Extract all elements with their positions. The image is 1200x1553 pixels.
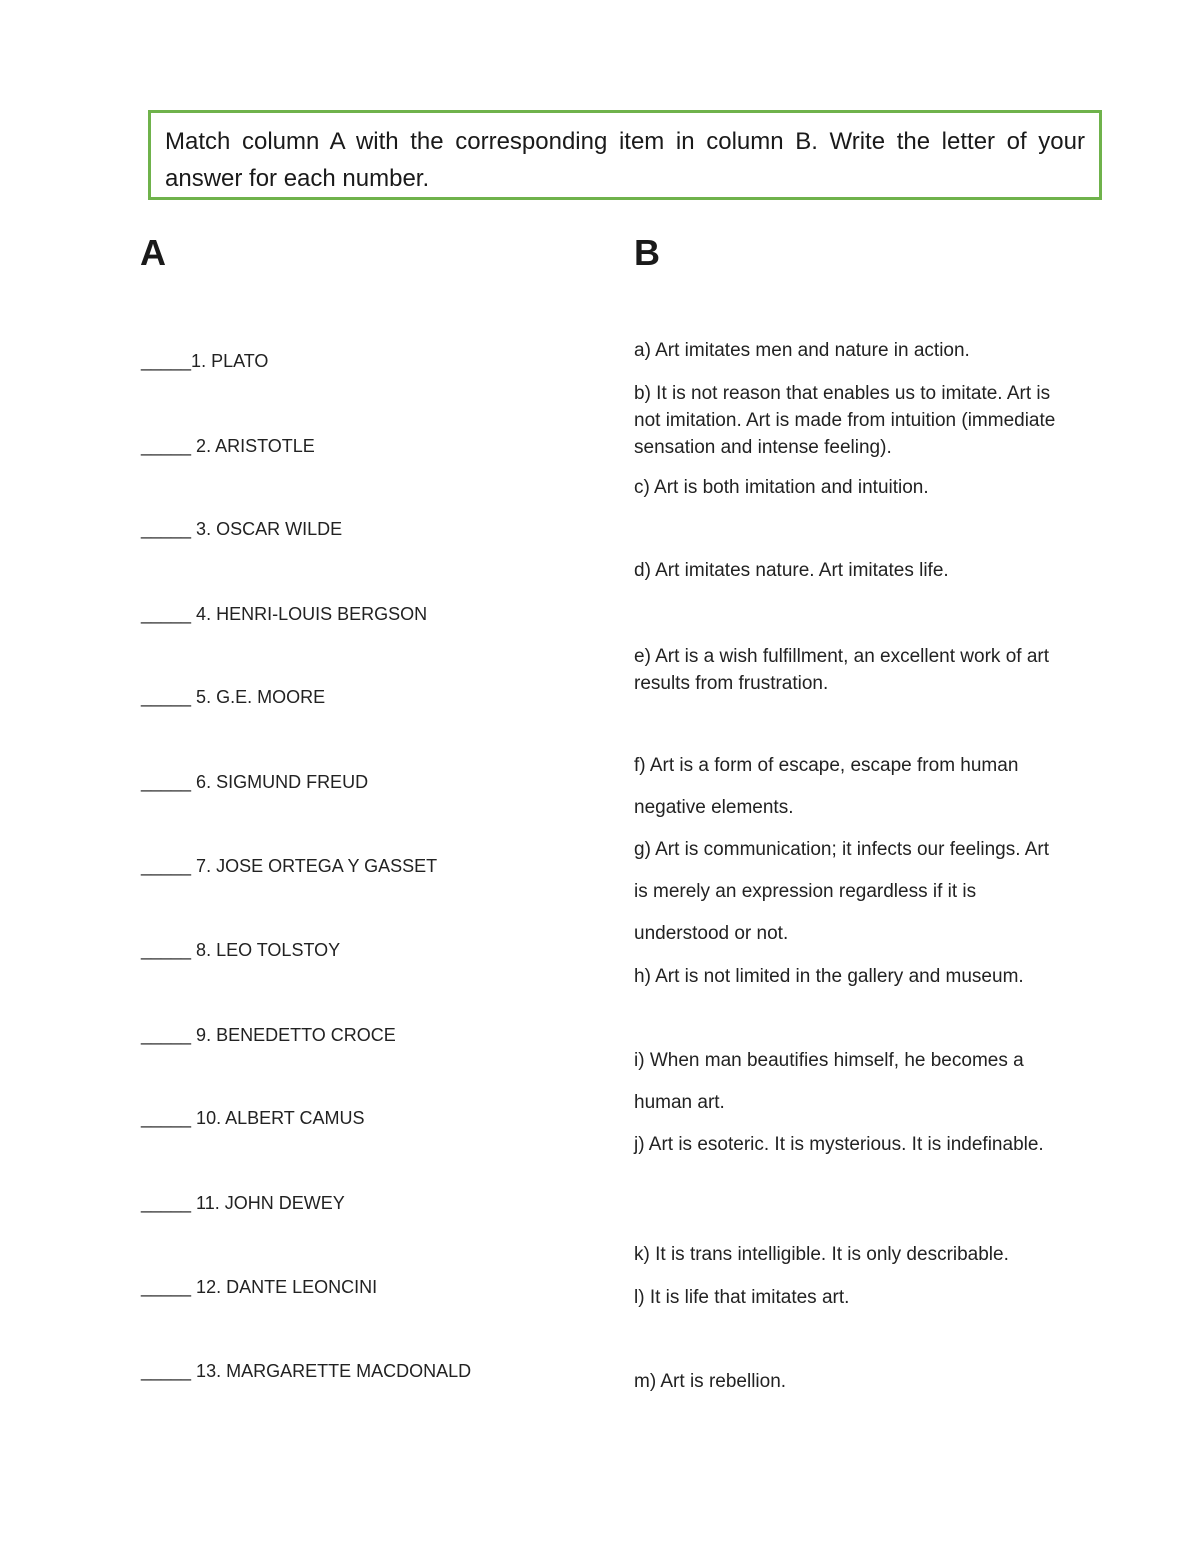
- column-a-item-10: _____ 10. ALBERT CAMUS: [141, 1108, 365, 1128]
- column-b-item-g: g) Art is communication; it infects our feelings. Art is merely an expression regardless if it is understood or not.: [634, 839, 1050, 944]
- column-b-item-f: f) Art is a form of escape, escape from human negative elements.: [634, 755, 1019, 818]
- column-b-item-a: a) Art imitates men and nature in action.: [634, 340, 970, 361]
- column-b-item-i: i) When man beautifies himself, he becomes a human art.: [634, 1050, 1024, 1113]
- column-a-item-8: _____ 8. LEO TOLSTOY: [141, 940, 341, 960]
- column-b-item-b: b) It is not reason that enables us to imitate. Art is not imitation. Art is made from intuition (immediate sensation and intense feeling).: [634, 383, 1056, 458]
- column-b-item-d: d) Art imitates nature. Art imitates life.: [634, 560, 949, 581]
- instructions-box: Match column A with the corresponding item in column B. Write the letter of your answer for each number.: [148, 110, 1102, 200]
- column-a-item-4: _____ 4. HENRI-LOUIS BERGSON: [141, 604, 428, 624]
- column-b-item-j: j) Art is esoteric. It is mysterious. It is indefinable.: [634, 1134, 1044, 1155]
- column-b-item-e: e) Art is a wish fulfillment, an excellent work of art results from frustration.: [634, 646, 1049, 694]
- column-b-item-h: h) Art is not limited in the gallery and museum.: [634, 966, 1024, 987]
- column-a-item-5: _____ 5. G.E. MOORE: [141, 687, 326, 707]
- column-b-item-m: m) Art is rebellion.: [634, 1371, 787, 1392]
- column-a-item-7: _____ 7. JOSE ORTEGA Y GASSET: [141, 856, 438, 876]
- column-a-item-11: _____ 11. JOHN DEWEY: [141, 1193, 345, 1213]
- column-a-item-6: _____ 6. SIGMUND FREUD: [141, 772, 369, 792]
- column-a-item-12: _____ 12. DANTE LEONCINI: [141, 1277, 378, 1297]
- column-a-heading: A: [140, 232, 166, 273]
- column-a-item-1: _____1. PLATO: [141, 351, 269, 371]
- column-b-item-c: c) Art is both imitation and intuition.: [634, 477, 929, 498]
- column-a-item-9: _____ 9. BENEDETTO CROCE: [141, 1025, 396, 1045]
- column-b-item-k: k) It is trans intelligible. It is only describable.: [634, 1244, 1009, 1265]
- column-a-item-13: _____ 13. MARGARETTE MACDONALD: [141, 1361, 472, 1381]
- column-a-item-2: _____ 2. ARISTOTLE: [141, 436, 315, 456]
- column-b-item-l: l) It is life that imitates art.: [634, 1287, 850, 1308]
- column-b-heading: B: [634, 232, 660, 273]
- column-a-item-3: _____ 3. OSCAR WILDE: [141, 519, 343, 539]
